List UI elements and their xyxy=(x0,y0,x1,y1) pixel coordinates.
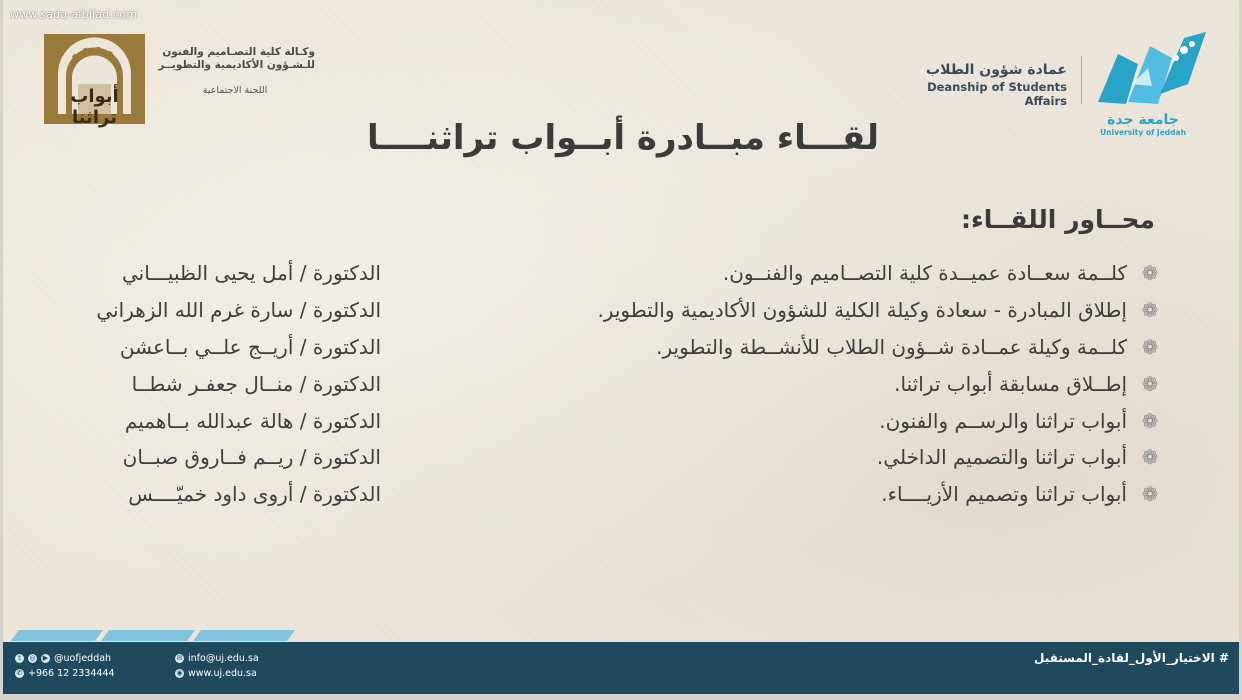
agenda-item-text: إطلاق المبادرة - سعادة وكيلة الكلية للشؤون الأكاديمية والتطوير. xyxy=(597,298,1127,323)
agenda-item-text: كلــمة وكيلة عمــادة شــؤون الطلاب للأنشــطة والتطوير. xyxy=(656,334,1127,359)
speaker-name: الدكتورة / أريــج علــي بــاعشن xyxy=(119,334,381,359)
footer-decorative-tabs xyxy=(3,629,303,641)
website-url[interactable]: www.uj.edu.sa xyxy=(188,668,257,679)
flower-bullet-icon: ❁ xyxy=(1141,408,1159,433)
flower-bullet-icon: ❁ xyxy=(1141,445,1159,470)
globe-icon: ◉ xyxy=(176,669,183,677)
speakers-list xyxy=(51,255,381,513)
social-committee-label: اللجنة الاجتماعية xyxy=(202,85,268,96)
email-icon: ✉ xyxy=(176,654,183,662)
footer-social xyxy=(15,653,111,664)
deanship-english: Deanship of Students Affairs xyxy=(927,80,1067,108)
speaker-name: الدكتورة / هالة عبدالله بــاهميم xyxy=(124,408,381,433)
university-name-arabic: جامعة جدة xyxy=(1107,112,1179,128)
agenda-item xyxy=(461,439,1161,476)
agenda-item-text: أبواب تراثنا والتصميم الداخلي. xyxy=(876,445,1127,470)
page-title: لقـــاء مبــادرة أبــواب تراثنــــا xyxy=(366,118,880,158)
footer-bar xyxy=(3,642,1239,694)
college-agency-block xyxy=(155,46,315,97)
footer-hashtag: # الاختيار_الأول_لقادة_المستقبل xyxy=(1034,651,1229,665)
university-of-jeddah-logo xyxy=(1088,24,1212,114)
agenda-item xyxy=(461,365,1161,402)
university-name-english: University of Jeddah xyxy=(1100,128,1186,137)
speaker-name: الدكتورة / سارة غرم الله الزهراني xyxy=(96,298,381,323)
agenda-heading: محــاور اللقــاء: xyxy=(960,205,1155,234)
university-name xyxy=(1093,112,1193,137)
agenda-item-text: كلــمة سعــادة عميــدة كلية التصــاميم والفنــون. xyxy=(722,261,1127,286)
youtube-icon: ▶ xyxy=(42,654,49,662)
header-divider xyxy=(1081,56,1082,104)
instagram-icon: ◎ xyxy=(29,654,36,662)
speaker-name: الدكتورة / أمل يحيى الظبيـــاني xyxy=(122,261,381,286)
footer-website xyxy=(175,668,257,679)
agenda-item-text: أبواب تراثنا وتصميم الأزيــــاء. xyxy=(881,482,1127,507)
college-line-2: للـشـؤون الأكاديمية والتطويــر xyxy=(158,59,315,71)
deanship-arabic: عمادة شؤون الطلاب xyxy=(926,62,1067,78)
agenda-item xyxy=(461,292,1161,329)
speaker-name: الدكتورة / ريــم فــاروق صبــان xyxy=(122,445,381,470)
agenda-list xyxy=(461,255,1161,513)
deanship-block xyxy=(883,62,1067,108)
watermark-text: www.sada-albilad.com xyxy=(10,8,138,21)
agenda-item xyxy=(461,476,1161,513)
speaker-name: الدكتورة / منــال جعفـر شطــا xyxy=(131,371,381,396)
email-address[interactable]: info@uj.edu.sa xyxy=(188,653,259,664)
flower-bullet-icon: ❁ xyxy=(1141,371,1159,396)
heritage-logo-text: أبواب تراثنا xyxy=(70,86,119,128)
agenda-item xyxy=(461,402,1161,439)
slide xyxy=(3,0,1239,694)
speaker-name: الدكتورة / أروى داود خميّــــس xyxy=(128,482,381,507)
flower-bullet-icon: ❁ xyxy=(1141,298,1159,323)
social-handle[interactable]: @uofjeddah xyxy=(54,653,112,664)
agenda-item-text: أبواب تراثنا والرســم والفنون. xyxy=(879,408,1127,433)
agenda-item xyxy=(461,255,1161,292)
agenda-item xyxy=(461,329,1161,366)
twitter-icon: t xyxy=(15,654,24,663)
phone-icon: ✆ xyxy=(16,669,23,677)
footer-email xyxy=(175,653,259,664)
flower-bullet-icon: ❁ xyxy=(1141,334,1159,359)
phone-number: +966 12 2334444 xyxy=(28,668,115,679)
agenda-item-text: إطــلاق مسابقة أبواب تراثنا. xyxy=(894,371,1127,396)
flower-bullet-icon: ❁ xyxy=(1141,482,1159,507)
college-line-1: وكـالة كلية التصـاميم والفنون xyxy=(162,46,315,58)
footer-phone xyxy=(15,668,115,679)
flower-bullet-icon: ❁ xyxy=(1141,261,1159,286)
